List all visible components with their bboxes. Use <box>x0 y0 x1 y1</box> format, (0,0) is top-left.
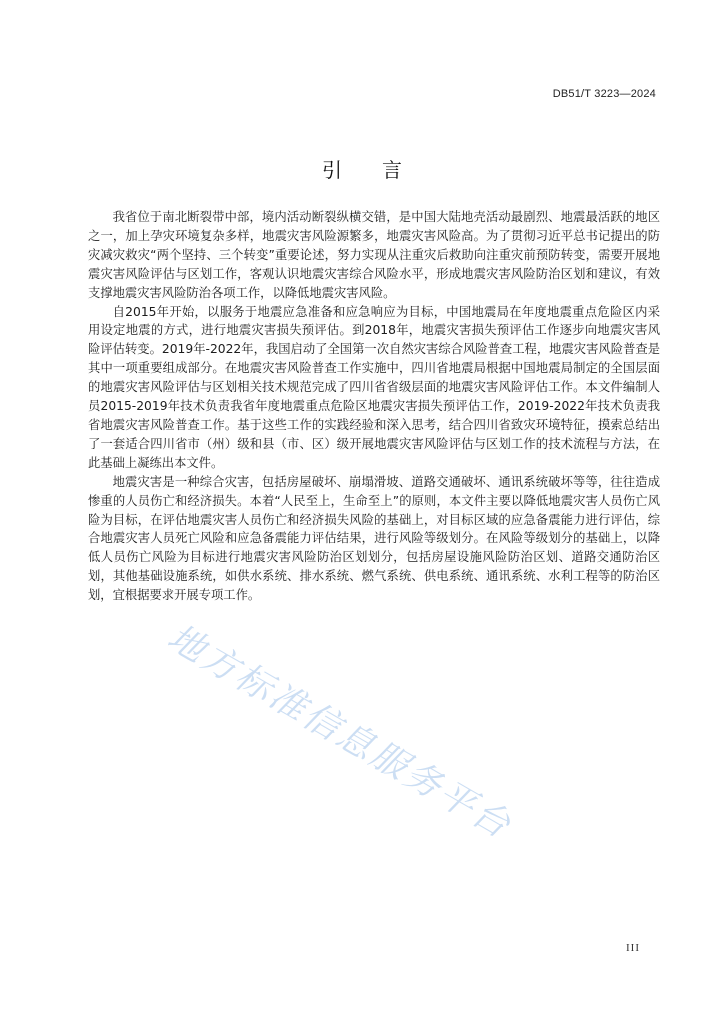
paragraph-2: 自2015年开始，以服务于地震应急准备和应急响应为目标，中国地震局在年度地震重点危险区内采用设定地震的方式，进行地震灾害损失预评估。到2018年，地震灾害损失预评估工作逐步向地震灾害风险评估转变。2019年-2022年，我国启动了全国第一次自然灾害综合风险普查工程，地震灾害风险普查是其中一项重要组成部分。在地震灾害风险普查工作实施中，四川省地震局根据中国地震局制定的全国层面的地震灾害风险评估与区划相关技术规范完成了四川省省级层面的地震灾害风险评估工作。本文件编制人员2015-2019年技术负责我省年度地震重点危险区地震灾害损失预评估工作，2019-2022年技术负责我省地震灾害风险普查工作。基于这些工作的实践经验和深入思考，结合四川省致灾环境特征，摸索总结出了一套适合四川省市（州）级和县（市、区）级开展地震灾害风险评估与区划工作的技术流程与方法，在此基础上凝练出本文件。 <box>88 304 660 470</box>
page-number: III <box>626 942 640 954</box>
body-text <box>88 208 660 605</box>
paragraph-1: 我省位于南北断裂带中部，境内活动断裂纵横交错，是中国大陆地壳活动最剧烈、地震最活跃的地区之一，加上孕灾环境复杂多样，地震灾害风险源繁多，地震灾害风险高。为了贯彻习近平总书记提出的防灾减灾救灾“两个坚持、三个转变”重要论述，努力实现从注重灾后救助向注重灾前预防转变，需要开展地震灾害风险评估与区划工作，客观认识地震灾害综合风险水平，形成地震灾害风险防治区划和建议，有效支撑地震灾害风险防治各项工作，以降低地震灾害风险。 <box>88 210 660 300</box>
page-title: 引言 <box>322 158 442 182</box>
paragraph-3: 地震灾害是一种综合灾害，包括房屋破坏、崩塌滑坡、道路交通破坏、通讯系统破坏等等，往往造成惨重的人员伤亡和经济损失。本着“人民至上，生命至上”的原则，本文件主要以降低地震灾害人员伤亡风险为目标，在评估地震灾害人员伤亡和经济损失风险的基础上，对目标区域的应急备震能力进行评估，综合地震灾害人员死亡风险和应急备震能力评估结果，进行风险等级划分。在风险等级划分的基础上，以降低人员伤亡风险为目标进行地震灾害风险防治区划划分，包括房屋设施风险防治区划、道路交通防治区划，其他基础设施系统，如供水系统、排水系统、燃气系统、供电系统、通讯系统、水利工程等的防治区划，宜根据要求开展专项工作。 <box>88 474 660 603</box>
document-code: DB51/T 3223—2024 <box>552 88 656 100</box>
watermark: 地方标准信息服务平台 <box>160 616 519 848</box>
